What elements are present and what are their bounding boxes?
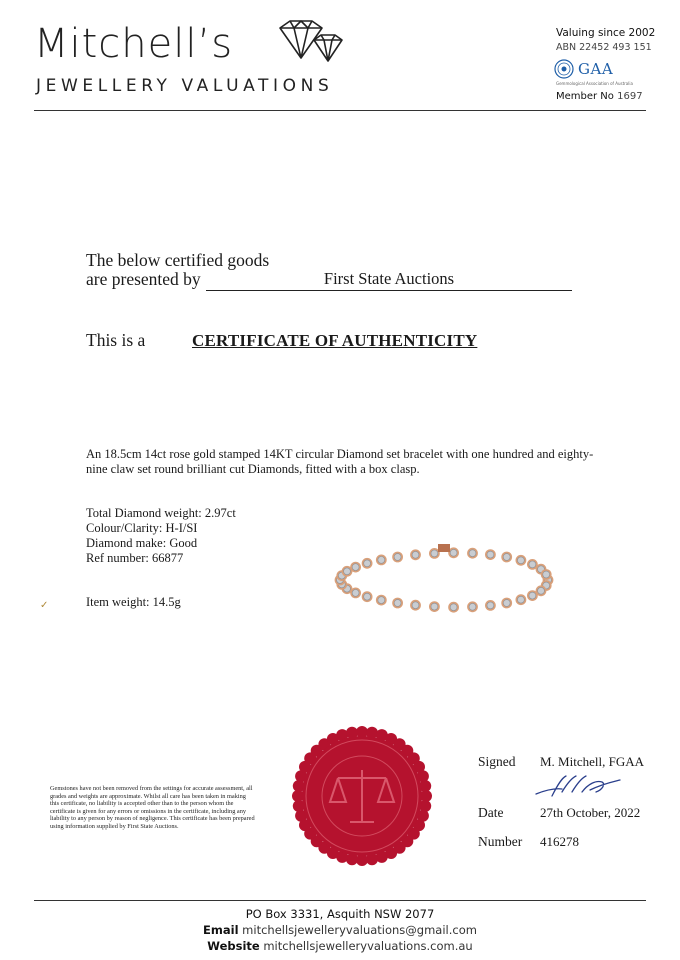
diamond-stone: [412, 551, 419, 558]
valuing-since: Valuing since 2002: [556, 27, 656, 39]
wax-seal-icon: [288, 722, 436, 870]
signed-value: M. Mitchell, FGAA: [540, 754, 644, 769]
intro-line-1: The below certified goods: [86, 250, 270, 270]
diamond-stone: [352, 590, 359, 597]
brand-name: Mitchell’s: [34, 21, 234, 67]
diamond-stone: [543, 571, 550, 578]
presenter-name: First State Auctions: [206, 271, 572, 291]
date-label: Date: [478, 805, 504, 820]
website-link[interactable]: mitchellsjewelleryvaluations.com.au: [263, 939, 473, 953]
spec-diamond-make: Diamond make: Good: [86, 536, 198, 550]
diamond-stone: [394, 600, 401, 607]
item-weight: Item weight: 14.5g: [86, 595, 181, 609]
handwritten-signature: [532, 770, 624, 800]
footer-address: PO Box 3331, Asquith NSW 2077: [245, 907, 435, 921]
box-clasp: [438, 544, 450, 552]
diamond-stone: [378, 597, 385, 604]
spec-total-weight: Total Diamond weight: 2.97ct: [86, 506, 236, 520]
footer-website: [0, 941, 680, 953]
bracelet-photo: [328, 538, 560, 622]
diamond-stone: [450, 604, 457, 611]
diamond-stone: [412, 602, 419, 609]
diamond-stone: [518, 557, 525, 564]
diamond-stone: [364, 560, 371, 567]
diamond-stone: [364, 593, 371, 600]
diamond-stone: [378, 557, 385, 564]
brand-subtitle: JEWELLERY VALUATIONS: [36, 76, 334, 96]
gaa-caption: Gemmological Association of Australia: [556, 81, 633, 86]
header-divider: [34, 110, 646, 111]
footer-email: [0, 925, 680, 937]
diamond-stone: [431, 603, 438, 610]
website-label: Website: [207, 939, 260, 953]
this-is-label: This is a: [86, 330, 146, 350]
number-value: 416278: [540, 834, 579, 849]
diamond-stone: [450, 549, 457, 556]
diamond-stone: [394, 554, 401, 561]
gaa-label: GAA: [578, 60, 614, 78]
member-label: Member No: [556, 91, 614, 102]
diamond-stone: [344, 568, 351, 575]
diamond-stone: [487, 551, 494, 558]
item-description: An 18.5cm 14ct rose gold stamped 14KT circular Diamond set bracelet with one hundred and eighty-nine claw set round brilliant cut Diamonds, fitted with a box clasp.: [86, 447, 594, 476]
disclaimer-text: Gemstones have not been removed from the settings for accurate assessment, all grades and weights are approximate. Whilst all care has been taken in making this certificate, no liability is accepted other than to the person whom the certificate is given for any errors or omissions in the certificate, including any liability to any person by reason of negligence. This certificate has been prepared using information supplied by First State Auctions.: [50, 785, 255, 830]
diamond-stone: [503, 554, 510, 561]
gaa-emblem-icon: [554, 59, 574, 79]
abn-number: ABN 22452 493 151: [556, 42, 652, 53]
member-number-value: 1697: [617, 91, 643, 102]
spec-colour-clarity: Colour/Clarity: H-I/SI: [86, 521, 198, 535]
email-label: Email: [203, 923, 239, 937]
number-label: Number: [478, 834, 523, 849]
diamond-stone: [431, 550, 438, 557]
diamond-stone: [529, 592, 536, 599]
member-number: [556, 92, 643, 102]
spec-ref-number: Ref number: 66877: [86, 551, 184, 565]
footer-divider: [34, 900, 646, 901]
diamond-stone: [503, 600, 510, 607]
diamond-stone: [469, 550, 476, 557]
signed-label: Signed: [478, 754, 516, 769]
email-link[interactable]: mitchellsjewelleryvaluations@gmail.com: [242, 923, 477, 937]
diamond-stone: [518, 596, 525, 603]
certificate-title: CERTIFICATE OF AUTHENTICITY: [192, 331, 478, 350]
diamond-stone: [487, 602, 494, 609]
intro-line-2: are presented by: [86, 269, 201, 289]
ink-speck: ✓: [40, 600, 49, 611]
diamond-stone: [469, 603, 476, 610]
diamond-stone: [538, 587, 545, 594]
diamond-stone: [352, 564, 359, 571]
diamond-stone: [529, 561, 536, 568]
date-value: 27th October, 2022: [540, 805, 641, 820]
diamond-icon: [272, 18, 348, 72]
